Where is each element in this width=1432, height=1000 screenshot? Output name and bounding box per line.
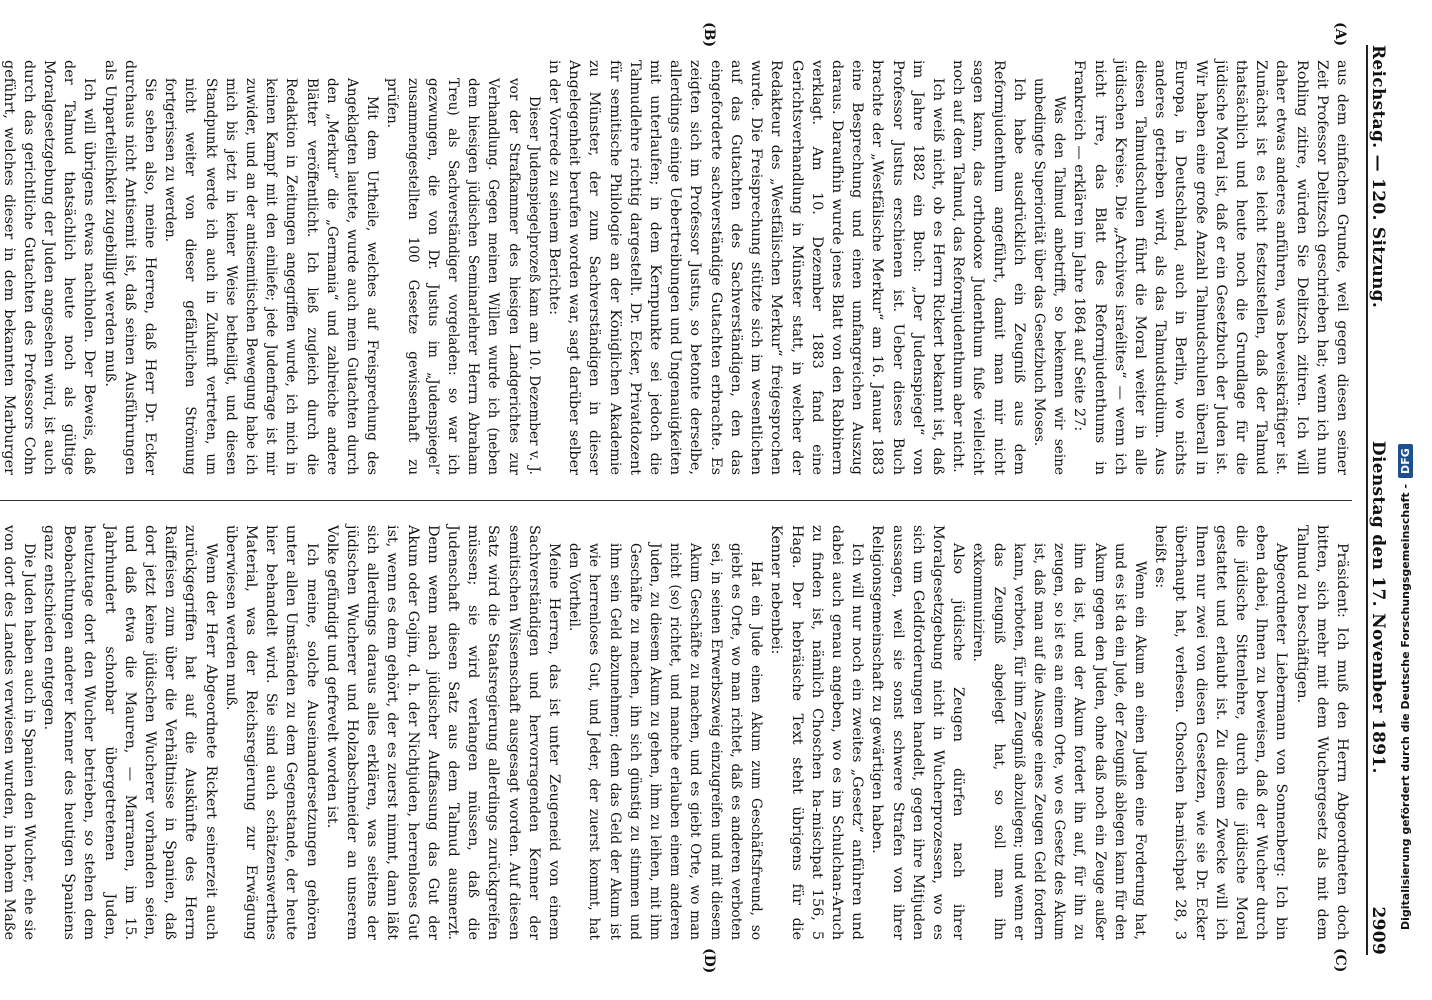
right-column xyxy=(0,525,1352,940)
column-divider xyxy=(0,500,1352,501)
digitization-stamp xyxy=(1398,0,1420,930)
header-left: Reichstag. — 120. Sitzung. xyxy=(1368,45,1388,309)
paragraph: Präsident: Ich muß den Herrn Abgeordneten doch bitten, sich mehr mit dem Wuchergesetz als mit dem Talmud zu beschäftigen. xyxy=(1293,525,1350,940)
page-number: 2909 xyxy=(1368,906,1388,955)
page-header xyxy=(1366,45,1402,955)
margin-mark-a: (A) xyxy=(1332,22,1348,47)
paragraph: Ich weiß nicht, ob es Herrn Rickert bekannt ist, daß im Jahre 1882 ein Buch: „Der Judenspiegel“ von Professor Justus erschienen ist. Ueber dieses Buch brachte der „Westfälische Merkur“ am 16. Januar 1883 eine Besprechung und einen umfangreichen Auszug daraus. Daraufhin wurde jenes Blatt von den Rabbinern verklagt. Am 10. Dezember 1883 fand eine Gerichtsverhandlung in Münster statt, in welcher der Redakteur des „Westfälischen Merkur“ freigesprochen wurde. Die Freisprechung stützte sich im wesentlichen auf das Gutachten des Sachverständigen, den das eingeforderte sachverständige Gutachten erbrachte. Es zeigten sich im Professor Justus, so betonte derselbe, allerdings einige Uebertreibungen und Ungenauigkeiten mit unterlaufen; in dem Kernpunkte sei jedoch die Talmudlehre richtig dargestellt. Dr. Ecker, Privatdozent für semitische Philologie an der Königlichen Akademie zu Münster, der zum Sachverständigen in dieser Angelegenheit berufen worden war, sagt darüber selber in der Vorrede zu seinem Berichte: xyxy=(546,60,946,475)
paragraph: Ich will nur noch ein zweites „Gesetz“ anführen und dabei auch genau angeben, wo es im Schulchan-Aruch zu finden ist, nämlich Choschen ha-mischpat 156, 5 Haga. Der hebräische Text steht übrigens für die Kenner nebenbei: xyxy=(768,525,866,940)
margin-mark-b: (B) xyxy=(701,22,717,48)
paragraph: Die Juden haben auch in Spanien den Wucher, ehe sie von dort des Landes verwiesen wurden, in hohem Maße xyxy=(0,525,37,940)
paragraph: Abgeordneter Liebermann von Sonnenberg: Ich bin eben dabei, Ihnen zu beweisen, daß der Wucher durch die jüdische Sittenlehre, durch die jüdische Moral gestattet und erlaubt ist. Zu diesem Zwecke will ich Ihnen nur zwei von diesen Gesetzen, wie sie Dr. Ecker überhaupt hat, verlesen. Choschen ha-mischpat 28, 3 heißt es: xyxy=(1152,525,1290,940)
paragraph: Sie sehen also, meine Herren, daß Herr Dr. Ecker durchaus nicht Antisemit ist, daß seinen Ausführungen als Unparteilichkeit zugebilligt werden muß. xyxy=(101,60,159,475)
dfg-logo: DFG xyxy=(1398,444,1413,478)
paragraph: Wenn der Herr Abgeordnete Rickert seinerzeit auch zurückgegriffen hat auf die Auskünfte des Herrn Raiffeisen zum über die Verhältnisse in Spanien, daß dort jetzt keine jüdischen Wucherer vorhanden seien, und daß etwa die Mauren, — Marranen, im 15. Jahrhundert schonbar übergetretenen Juden, heutzutage dort den Wucher betrieben, so stehen dem Beobachtungen anderer Kenner des heutigen Spaniens ganz entschieden entgegen. xyxy=(41,525,219,940)
left-column xyxy=(0,60,1352,475)
quote-paragraph: Wenn ein Akum an einen Juden eine Forderung hat, und es ist da ein Jude, der Zeugniß ablegen kann für den Akum gegen den Juden, ohne daß noch ein Zeuge außer ihm da ist, und der Akum fordert ihn auf, für ihn zu zeugen, so ist es an einem Orte, wo es Gesetz des Akum ist, daß man auf die Aussage eines Zeugen Geld fordern kann, verboten, für ihm Zeugniß abzulegen; und wenn er das Zeugniß abgelegt hat, so soll man ihn exkommuniziren. xyxy=(970,543,1148,940)
quote-paragraph: Was den Talmud anbetrifft, so bekennen wir seine unbedingte Superiorität über das Gesetzbuch Moses. xyxy=(1030,78,1068,475)
quote-paragraph: Hat ein Jude einen Akum zum Geschäftsfreund, so giebt es Orte, wo man richtet, daß es anderen verboten sei, in seinen Erwerbszweig einzugreifen und mit diesem Akum Geschäfte zu machen, und es giebt Orte, wo man nicht (so) richtet, und manche erlauben einem anderen Juden, zu diesem Akum zu gehen, ihm zu leihen, mit ihm Geschäfte zu machen, ihn sich günstig zu stimmen und ihm sein Geld abzunehmen; denn das Geld der Akum ist wie herrenloses Gut, und Jeder, der zuerst kommt, hat den Vortheil. xyxy=(566,543,765,940)
paragraph: Also jüdische Zeugen dürfen nach ihrer Moralgesetzgebung nicht in Wucherprozessen, wo es sich um Geldforderungen handelt, gegen ihre Mitjuden aussagen, weil sie sonst schwere Strafen von ihrer Religionsgemeinschaft zu gewärtigen haben. xyxy=(869,525,967,940)
paragraph: Ich will übrigens etwas nachholen. Der Beweis, daß der Talmud thatsächlich heute noch als gültige Moralgesetzgebung der Juden angesehen wird, ist auch durch das gerichtliche Gutachten des Professors Cohn geführt, welches dieser in dem bekannten Marburger xyxy=(0,60,98,475)
paragraph: aus dem einfachen Grunde, weil gegen diesen seiner Zeit Professor Delitzsch geschrieben hat; wenn ich nun Rohling zitire, würden Sie Delitzsch zitiren. Ich will daher etwas anderes anführen, was beweiskräftiger ist. Zunächst ist es leicht festzustellen, daß der Talmud thatsächlich und heute noch die Grundlage für die jüdische Moral ist, daß er ein Gesetzbuch der Juden ist. Wir haben eine große Anzahl Talmudschulen überall in Europa, in Deutschland, auch in Berlin, wo nichts anderes getrieben wird, als das Talmudstudium. Aus diesen Talmudschulen führt die Moral weiter in alle jüdischen Kreise. Die „Archives israélites“ — wenn ich nicht irre, das Blatt des Reformjudenthums in Frankreich — erklären im Jahre 1864 auf Seite 27: xyxy=(1071,60,1350,475)
stamp-text: Digitalisierung gefördert durch die Deutsche Forschungsgemeinschaft - xyxy=(1399,483,1412,930)
quote-paragraph: Mit dem Urtheile, welches auf Freisprechung des Angeklagten lautete, wurde auch mein Gutachten durch den „Merkur“ die „Germania“ und zahlreiche andere Blätter veröffentlicht. Ich ließ zugleich durch die Redaktion in Zeitungen angegriffen wurde, ich mich in keinen Kampf mit den einliefe; jede Judenfrage ist mir zuwider, und an der antisemitischen Bewegung habe ich mich bis jetzt in keiner Weise betheiligt, und diesen Standpunkt werde ich auch in Zukunft vertreten, um nicht weiter von dieser gefährlichen Strömung fortgerissen zu werden. xyxy=(162,78,381,475)
quote-paragraph: Dieser Judenspiegelprozeß kam am 10. Dezember v. J. vor der Strafkammer des hiesigen Landgerichtes zur Verhandlung. Gegen meinen Willen wurde ich (neben dem hiesigen jüdischen Seminarlehrer Herrn Abraham Treu) als Sachverständiger vorgeladen: so war ich gezwungen, die von Dr. Justus im „Judenspiegel“ zusammengestellten 100 Gesetze gewissenhaft zu prüfen. xyxy=(384,78,542,475)
paragraph: Meine Herren, das ist unter Zeugeneid von einem Sachverständigen und hervorragenden Kenner der semitischen Wissenschaft ausgesagt worden. Auf diesen Satz wird die Staatsregierung allerdings zurückgreifen müssen; sie wird verlangen müssen, daß die Judenschaft diesen Satz aus dem Talmud ausmerzt. Denn wenn nach jüdischer Auffassung das Gut der Akum oder Gojim, d. h. der Nichtjuden, herrenloses Gut ist, wenn es dem gehört, der es zuerst nimmt, dann läßt sich allerdings daraus alles erklären, was seitens der jüdischen Wucherer und Holzabschneider an unserem Volke gefündigt und gefrevelt worden ist. xyxy=(323,525,563,940)
header-center: Dienstag den 17. November 1891. xyxy=(1368,440,1388,774)
margin-mark-d: (D) xyxy=(701,948,717,974)
margin-mark-c: (C) xyxy=(1332,948,1348,973)
paragraph: Ich habe ausdrücklich ein Zeugniß aus dem Reformjudenthum angeführt, damit man mir nicht sagen kann, das orthodoxe Judenthum fuße vielleicht noch auf dem Talmud, das Reformjudenthum aber nicht. xyxy=(950,60,1027,475)
paragraph: Ich meine, solche Auseinandersetzungen gehören unter allen Umständen zu dem Gegenstande, der heute hier behandelt wird. Sie sind auch schätzenswerthes Material, was der Reichsregierung zur Erwägung überwiesen werden muß. xyxy=(222,525,320,940)
